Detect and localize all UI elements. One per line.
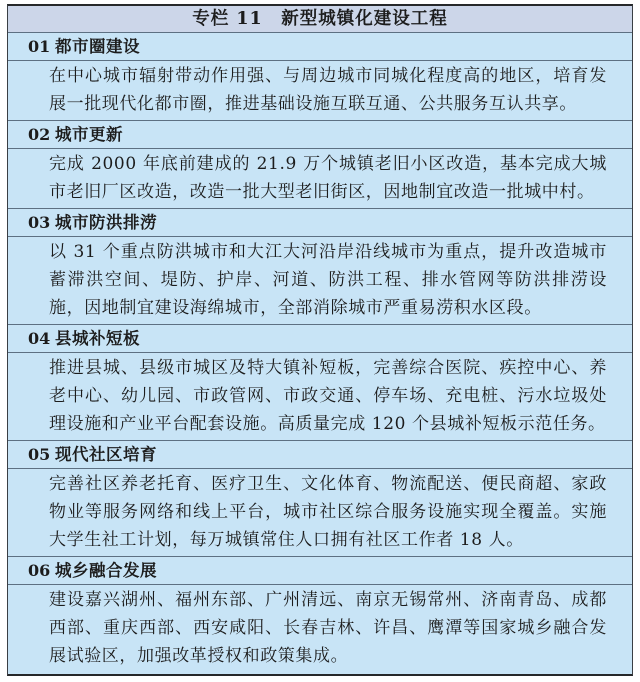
section-body: 在中心城市辐射带动作用强、与周边城市同城化程度高的地区，培育发展一批现代化都市圈，推进基础设施互联互通、公共服务互认共享。: [8, 61, 632, 121]
section-header: [8, 209, 632, 237]
section-heading: 现代社区培育: [55, 445, 157, 464]
section-heading: 城乡融合发展: [55, 561, 157, 580]
section-body: 推进县城、县级市城区及特大镇补短板，完善综合医院、疾控中心、养老中心、幼儿园、市政管网、市政交通、停车场、充电桩、污水垃圾处理设施和产业平台配套设施。高质量完成 120 个县城补短板示范任务。: [8, 353, 632, 441]
section-modern-community: [8, 441, 632, 557]
section-body: 完善社区养老托育、医疗卫生、文化体育、物流配送、便民商超、家政物业等服务网络和线上平台，城市社区综合服务设施实现全覆盖。实施大学生社工计划，每万城镇常住人口拥有社区工作者 18 人。: [8, 469, 632, 557]
section-heading: 城市防洪排涝: [55, 213, 157, 232]
section-body: 完成 2000 年底前建成的 21.9 万个城镇老旧小区改造，基本完成大城市老旧厂区改造，改造一批大型老旧街区，因地制宜改造一批城中村。: [8, 149, 632, 209]
section-header: [8, 33, 632, 61]
section-number: 01: [28, 37, 51, 56]
section-body: 建设嘉兴湖州、福州东部、广州清远、南京无锡常州、济南青岛、成都西部、重庆西部、西安咸阳、长春吉林、许昌、鹰潭等国家城乡融合发展试验区，加强改革授权和政策集成。: [49, 590, 607, 666]
feature-box-table: [7, 4, 633, 676]
section-number: 02: [28, 125, 51, 144]
section-header: [8, 557, 632, 585]
section-urban-renewal: [8, 121, 632, 209]
section-number: 06: [28, 561, 51, 580]
section-urban-rural-integration: [8, 557, 632, 674]
section-heading: 都市圈建设: [55, 37, 140, 56]
section-metro-area: [8, 33, 632, 121]
section-county-shortboard: [8, 325, 632, 441]
section-heading: 县城补短板: [55, 329, 140, 348]
section-flood-control: [8, 209, 632, 325]
section-body: 以 31 个重点防洪城市和大江大河沿岸沿线城市为重点，提升改造城市蓄滞洪空间、堤防、护岸、河道、防洪工程、排水管网等防洪排涝设施，因地制宜建设海绵城市，全部消除城市严重易涝积水区段。: [8, 237, 632, 325]
section-heading: 城市更新: [55, 125, 123, 144]
section-header: [8, 325, 632, 353]
section-number: 04: [28, 329, 51, 348]
section-header: [8, 121, 632, 149]
box-title: 专栏 11 新型城镇化建设工程: [8, 6, 632, 33]
section-number: 03: [28, 213, 51, 232]
section-header: [8, 441, 632, 469]
section-number: 05: [28, 445, 51, 464]
